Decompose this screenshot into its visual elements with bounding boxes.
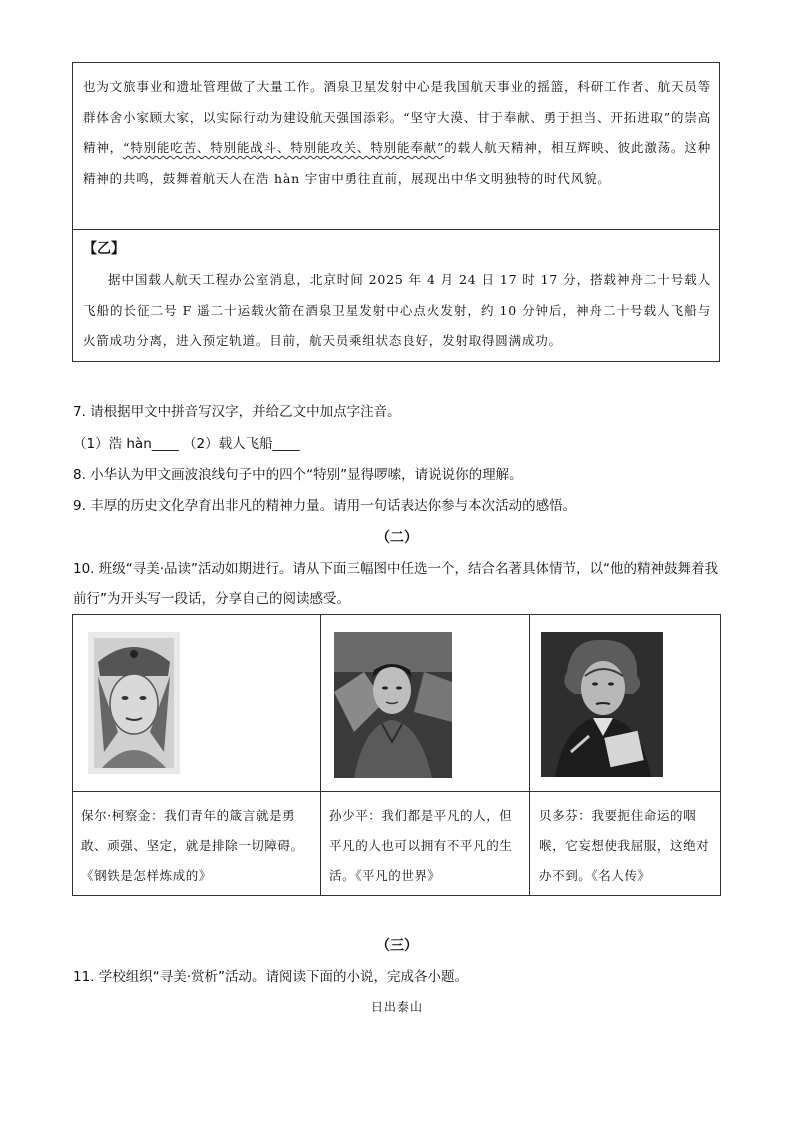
portrait-pavel-icon [88,632,180,774]
table-divider [320,615,321,895]
jia-line-3-post: 的载人航天精神，相互辉 [444,140,591,155]
jia-line-5: 风貌。 [570,170,611,186]
section-heading-3: （三） [376,938,418,954]
table-divider [73,791,720,792]
box-divider [73,229,719,230]
passage-yi-label: 【乙】 [83,241,125,257]
portrait-sun-shaoping-icon [334,632,452,778]
caption-pavel: 保尔·柯察金：我们青年的箴言就是勇敢、顽强、坚定，就是排除一切障碍。《钢铁是怎样炼成的》 [81,808,304,883]
question-7: 7. 请根据甲文中拼音写汉字，并给乙文中加点字注音。 [73,404,401,420]
question-11: 11. 学校组织“寻美·赏析”活动。请阅读下面的小说，完成各小题。 [73,969,469,985]
passage-box [72,62,720,362]
question-10: 10. 班级“寻美·品读”活动如期进行。请从下面三幅图中任选一个，结合名著具体情节，以“他的精神鼓舞着我前行”为开头写一段话，分享自己的阅读感受。 [73,561,719,607]
question-8: 8. 小华认为甲文画波浪线句子中的四个“特别”显得啰嗦，请说说你的理解。 [73,467,523,483]
jia-line-1: 也为文旅事业和遗址管理做了大量工作。酒泉卫星发射中心是我国航天事业的摇篮，科研工作者、航天 [83,79,685,94]
portrait-beethoven-icon [541,632,663,777]
passage-yi-text: 据中国载人航天工程办公室消息，北京时间 2025 年 4 月 24 日 17 时 17 分，搭载神舟二十号载人飞船的长征二号 F 遥二十运载火箭在酒泉卫星发射中心点火发射，约 10 分钟后，神舟二十号载人飞船与火箭成功分离，进入预定轨道。目前，航天员乘组状态良好，发射取得圆满成功。 [83,272,711,348]
section-heading-2: （二） [376,530,418,546]
wavy-underlined-sentence: “特别能吃苦、特别能战斗、特别能攻关、特别能奉献” [123,140,445,155]
story-title: 日出泰山 [370,1000,423,1014]
jia-line-3-pre: 取”的崇高精神， [83,109,711,155]
passage-jia [83,72,711,194]
question-7-subitems: （1）浩 hàn____ （2）载人飞船____ [73,436,300,452]
table-divider [529,615,530,895]
caption-sun-shaoping: 孙少平：我们都是平凡的人，但平凡的人也可以拥有不平凡的生活。《平凡的世界》 [329,808,513,883]
figures-table [72,614,721,896]
caption-beethoven: 贝多芬：我要扼住命运的咽喉，它妄想使我屈服，这绝对办不到。《名人传》 [539,808,710,883]
jia-line-4: 映、彼此激荡。这种精神的共鸣，鼓舞着航天人在浩 hàn 宇宙中勇往直前，展现出中华文明独特的时代 [83,140,711,186]
question-9: 9. 丰厚的历史文化孕育出非凡的精神力量。请用一句话表达你参与本次活动的感悟。 [73,498,577,514]
jia-line-2: 员等群体舍小家顾大家，以实际行动为建设航天强国添彩。“坚守大漠、甘于奉献、勇于担当、开拓进 [83,79,711,125]
